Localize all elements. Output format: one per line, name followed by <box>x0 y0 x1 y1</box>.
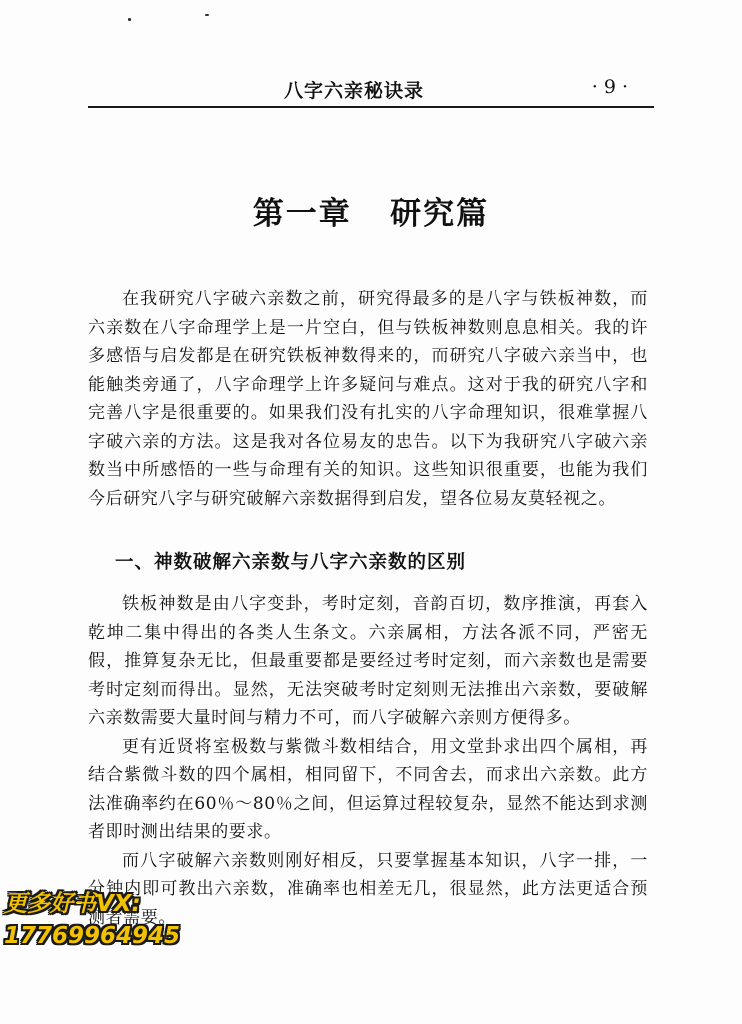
watermark-line-1: 更多好书VX: <box>4 891 141 917</box>
section-paragraph: 铁板神数是由八字变卦，考时定刻，音韵百切，数序推演，再套入乾坤二集中得出的各类人生条文。六亲属相，方法各派不同，严密无假，推算复杂无比，但最重要都是要经过考时定刻，而六亲数也是需要考时定刻而得出。显然，无法突破考时定刻则无法推出六亲数，要破解六亲数需要大量时间与精力不可，而八字破解六亲则方便得多。 <box>88 594 648 728</box>
running-header <box>88 70 654 108</box>
chapter-title: 第一章 研究篇 <box>252 196 490 232</box>
section-paragraph: 更有近贤将室极数与紫微斗数相结合，用文堂卦求出四个属相，再结合紫微斗数的四个属相，相同留下，不同舍去，而求出六亲数。此方法准确率约在60％～80％之间，但运算过程较复杂，显然不能达到求测者即时测出结果的要求。 <box>88 736 648 842</box>
intro-text <box>88 285 648 513</box>
watermark-line-2: 17769964945 <box>4 923 181 949</box>
scan-speck <box>205 14 209 16</box>
scan-speck <box>128 18 131 21</box>
header-title: 八字六亲秘诀录 <box>284 80 425 102</box>
watermark-overlay <box>4 888 224 958</box>
section-heading: 一、神数破解六亲数与八字六亲数的区别 <box>115 552 467 573</box>
page-number: · 9 · <box>591 76 628 98</box>
section-text <box>88 590 648 932</box>
section-paragraph: 而八字破解六亲数则刚好相反，只要掌握基本知识，八字一排，一分钟内即可教出六亲数，准确率也相差无几，很显然，此方法更适合预测者需要。 <box>88 850 648 928</box>
intro-paragraph: 在我研究八字破六亲数之前，研究得最多的是八字与铁板神数，而六亲数在八字命理学上是一片空白，但与铁板神数则息息相关。我的许多感悟与启发都是在研究铁板神数得来的，而研究八字破六亲当中，也能触类旁通了，八字命理学上许多疑问与难点。这对于我的研究八字和完善八字是很重要的。如果我们没有扎实的八字命理知识，很难掌握八字破六亲的方法。这是我对各位易友的忠告。以下为我研究八字破六亲数当中所感悟的一些与命理有关的知识。这些知识很重要，也能为我们今后研究八字与研究破解六亲数据得到启发，望各位易友莫轻视之。 <box>88 289 648 509</box>
